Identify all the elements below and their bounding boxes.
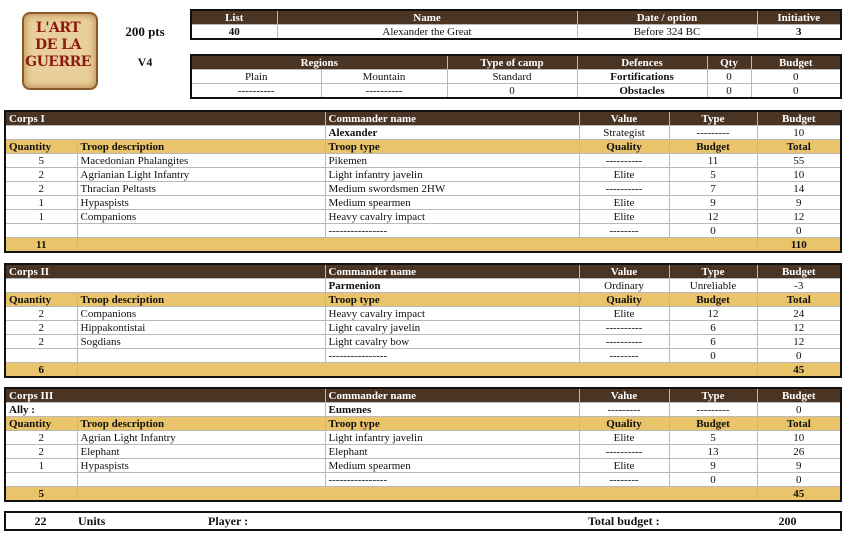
troop-quality: ---------- (579, 335, 669, 349)
corps-title: Corps III (5, 388, 325, 403)
value-label: Value (579, 388, 669, 403)
quality-header: Quality (579, 140, 669, 154)
quality-header: Quality (579, 417, 669, 431)
troop-description: Hypaspists (77, 196, 325, 210)
budget-label: Budget (757, 264, 841, 279)
total-header: Total (757, 140, 841, 154)
logo (18, 6, 98, 92)
value-label: Value (579, 264, 669, 279)
troop-quality: ---------- (579, 445, 669, 459)
troop-budget: 5 (669, 431, 757, 445)
troop-budget: 7 (669, 182, 757, 196)
budget-label: Budget (757, 388, 841, 403)
list-label: List (191, 10, 277, 25)
troop-description: Companions (77, 210, 325, 224)
troop-quality: Elite (579, 459, 669, 473)
troop-quantity: 2 (5, 168, 77, 182)
total-header: Total (757, 417, 841, 431)
type-label: Type (669, 264, 757, 279)
footer-table (4, 511, 842, 531)
camp-type: Standard (447, 70, 577, 84)
commander-type: --------- (669, 403, 757, 417)
fortifications-label: Fortifications (577, 70, 707, 84)
corps-title: Corps II (5, 264, 325, 279)
commander-name-label: Commander name (325, 388, 579, 403)
troop-type: Elephant (325, 445, 579, 459)
troop-description-header: Troop description (77, 417, 325, 431)
troop-description (77, 349, 325, 363)
troop-description: Companions (77, 307, 325, 321)
fortifications-budget: 0 (751, 70, 841, 84)
list-value: 40 (191, 25, 277, 40)
troop-type: Heavy cavalry impact (325, 307, 579, 321)
troop-budget: 9 (669, 459, 757, 473)
troop-total: 0 (757, 349, 841, 363)
troop-type-header: Troop type (325, 293, 579, 307)
corps-title: Corps I (5, 111, 325, 126)
troop-budget: 0 (669, 224, 757, 238)
version-label: V4 (137, 55, 153, 69)
player-label: Player : (208, 514, 249, 528)
corps-table (4, 110, 842, 253)
camp-budget: 0 (447, 84, 577, 99)
units-count: 22 (34, 514, 47, 528)
troop-description: Sogdians (77, 335, 325, 349)
troop-type: Medium spearmen (325, 196, 579, 210)
commander-name: Eumenes (325, 403, 579, 417)
camp-label: Type of camp (447, 55, 577, 70)
defences-label: Defences (577, 55, 707, 70)
obstacles-qty: 0 (707, 84, 751, 99)
troop-quality: -------- (579, 349, 669, 363)
troop-description: Agrian Light Infantry (77, 431, 325, 445)
troop-type: Light infantry javelin (325, 431, 579, 445)
corps-total-budget: 45 (757, 487, 841, 502)
troop-quantity: 2 (5, 307, 77, 321)
commander-name: Parmenion (325, 279, 579, 293)
troop-quantity: 2 (5, 335, 77, 349)
troop-budget: 6 (669, 321, 757, 335)
commander-value: Ordinary (579, 279, 669, 293)
initiative-value: 3 (757, 25, 841, 40)
troop-quantity (5, 224, 77, 238)
budget-header: Budget (669, 293, 757, 307)
troop-budget: 13 (669, 445, 757, 459)
commander-budget: 0 (757, 403, 841, 417)
troop-type: Light cavalry javelin (325, 321, 579, 335)
quality-header: Quality (579, 293, 669, 307)
ally-label (5, 279, 325, 293)
commander-name-label: Commander name (325, 264, 579, 279)
obstacles-label: Obstacles (577, 84, 707, 99)
troop-total: 55 (757, 154, 841, 168)
corps-total-spacer (77, 238, 757, 253)
troop-type-header: Troop type (325, 417, 579, 431)
regions-label: Regions (191, 55, 447, 70)
troop-quantity: 2 (5, 431, 77, 445)
troop-quality: Elite (579, 210, 669, 224)
army-header-table (190, 9, 842, 40)
corps-total-budget: 45 (757, 363, 841, 378)
budget-header: Budget (669, 140, 757, 154)
commander-budget: -3 (757, 279, 841, 293)
troop-description (77, 473, 325, 487)
total-budget-label: Total budget : (588, 514, 660, 528)
troop-description: Hypaspists (77, 459, 325, 473)
commander-budget: 10 (757, 126, 841, 140)
budget-label: Budget (751, 55, 841, 70)
quantity-header: Quantity (5, 140, 77, 154)
date-value: Before 324 BC (577, 25, 757, 40)
terrain-table (190, 54, 842, 99)
troop-quality: Elite (579, 431, 669, 445)
corps-table (4, 387, 842, 502)
troop-quantity: 1 (5, 196, 77, 210)
commander-name: Alexander (325, 126, 579, 140)
troop-budget: 0 (669, 473, 757, 487)
troop-total: 12 (757, 210, 841, 224)
corps-table (4, 263, 842, 378)
troop-quantity: 1 (5, 459, 77, 473)
troop-quantity: 2 (5, 445, 77, 459)
quantity-header: Quantity (5, 417, 77, 431)
troop-type: Pikemen (325, 154, 579, 168)
troop-total: 12 (757, 335, 841, 349)
troop-budget: 12 (669, 307, 757, 321)
region-4: ---------- (321, 84, 447, 99)
initiative-label: Initiative (757, 10, 841, 25)
corps-unit-count: 6 (5, 363, 77, 378)
troop-description: Thracian Peltasts (77, 182, 325, 196)
budget-header: Budget (669, 417, 757, 431)
troop-budget: 5 (669, 168, 757, 182)
troop-description-header: Troop description (77, 140, 325, 154)
troop-budget: 6 (669, 335, 757, 349)
troop-type: Light cavalry bow (325, 335, 579, 349)
troop-description-header: Troop description (77, 293, 325, 307)
troop-total: 26 (757, 445, 841, 459)
troop-quantity: 5 (5, 154, 77, 168)
troop-total: 12 (757, 321, 841, 335)
troop-type: Light infantry javelin (325, 168, 579, 182)
troop-description: Agrianian Light Infantry (77, 168, 325, 182)
troop-description: Macedonian Phalangites (77, 154, 325, 168)
troop-budget: 12 (669, 210, 757, 224)
troop-quality: Elite (579, 307, 669, 321)
troop-total: 9 (757, 196, 841, 210)
budget-label: Budget (757, 111, 841, 126)
total-header: Total (757, 293, 841, 307)
corps-total-spacer (77, 487, 757, 502)
total-budget-value: 200 (778, 514, 797, 528)
troop-quantity: 2 (5, 182, 77, 196)
troop-total: 9 (757, 459, 841, 473)
troop-quality: -------- (579, 224, 669, 238)
troop-quantity (5, 349, 77, 363)
qty-label: Qty (707, 55, 751, 70)
region-1: Plain (191, 70, 321, 84)
ally-label (5, 126, 325, 140)
commander-value: --------- (579, 403, 669, 417)
troop-total: 14 (757, 182, 841, 196)
type-label: Type (669, 111, 757, 126)
troop-total: 0 (757, 224, 841, 238)
troop-budget: 9 (669, 196, 757, 210)
troop-type: Heavy cavalry impact (325, 210, 579, 224)
army-name: Alexander the Great (277, 25, 577, 40)
commander-type: --------- (669, 126, 757, 140)
commander-value: Strategist (579, 126, 669, 140)
fortifications-qty: 0 (707, 70, 751, 84)
troop-quantity: 2 (5, 321, 77, 335)
type-label: Type (669, 388, 757, 403)
troop-type: Medium swordsmen 2HW (325, 182, 579, 196)
obstacles-budget: 0 (751, 84, 841, 99)
name-label: Name (277, 10, 577, 25)
troop-description: Hippakontistai (77, 321, 325, 335)
quantity-header: Quantity (5, 293, 77, 307)
troop-quantity (5, 473, 77, 487)
ally-label: Ally : (5, 403, 325, 417)
points-label: 200 pts (125, 24, 165, 39)
troop-total: 10 (757, 431, 841, 445)
troop-type-header: Troop type (325, 140, 579, 154)
troop-total: 0 (757, 473, 841, 487)
troop-type: ---------------- (325, 473, 579, 487)
corps-total-budget: 110 (757, 238, 841, 253)
region-2: Mountain (321, 70, 447, 84)
troop-description: Elephant (77, 445, 325, 459)
troop-quantity: 1 (5, 210, 77, 224)
corps-unit-count: 5 (5, 487, 77, 502)
troop-quality: ---------- (579, 321, 669, 335)
troop-quality: -------- (579, 473, 669, 487)
logo-text: L'ART DE LA GUERRE (25, 20, 91, 70)
corps-unit-count: 11 (5, 238, 77, 253)
date-label: Date / option (577, 10, 757, 25)
troop-budget: 0 (669, 349, 757, 363)
troop-budget: 11 (669, 154, 757, 168)
troop-type: ---------------- (325, 349, 579, 363)
troop-quality: ---------- (579, 154, 669, 168)
troop-quality: Elite (579, 168, 669, 182)
troop-total: 24 (757, 307, 841, 321)
troop-description (77, 224, 325, 238)
commander-type: Unreliable (669, 279, 757, 293)
troop-quality: ---------- (579, 182, 669, 196)
troop-type: ---------------- (325, 224, 579, 238)
region-3: ---------- (191, 84, 321, 99)
troop-type: Medium spearmen (325, 459, 579, 473)
corps-total-spacer (77, 363, 757, 378)
troop-total: 10 (757, 168, 841, 182)
troop-quality: Elite (579, 196, 669, 210)
commander-name-label: Commander name (325, 111, 579, 126)
units-label: Units (78, 514, 106, 528)
value-label: Value (579, 111, 669, 126)
